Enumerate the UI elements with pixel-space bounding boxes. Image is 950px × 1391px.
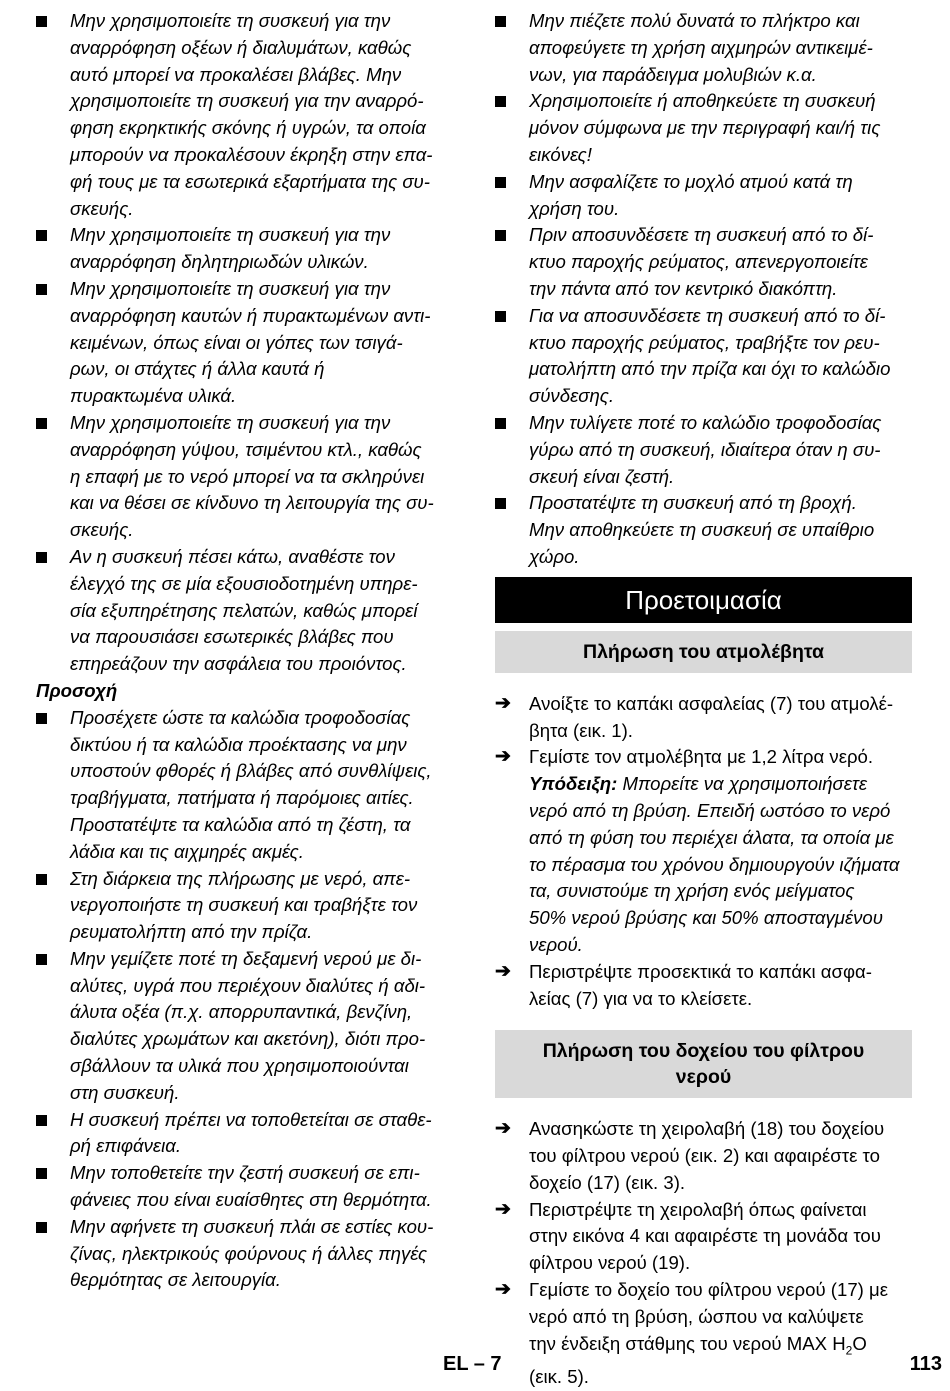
footer-page-number: 113 [909, 1353, 942, 1375]
arrow-right-icon: ➔ [495, 746, 511, 768]
square-bullet-icon [495, 311, 506, 322]
square-bullet-icon [36, 230, 47, 241]
safety-item: Προστατέψτε τη συσκευή από τη βροχή. Μην αποθηκεύετε τη συσκευή σε υπαίθριο χώρο. [495, 490, 912, 570]
safety-item: Πριν αποσυνδέσετε τη συσκευή από το δί- κτυο παροχής ρεύματος, απενεργοποιείτε την πάντα από τον κεντρικό διακόπτη. [495, 222, 912, 302]
square-bullet-icon [36, 713, 47, 724]
safety-item: Μην πιέζετε πολύ δυνατά το πλήκτρο και αποφεύγετε τη χρήση αιχμηρών αντικειμέ- νων, για παράδειγμα μολυβιών κ.α. [495, 8, 912, 88]
step-item: ➔ Γεμίστε το δοχείο του φίλτρου νερού (17) με νερό από τη βρύση, ώσπου να καλύψετε την ένδειξη στάθμης του νερού MAX $H_2O$ (εικ. 5). [495, 1279, 889, 1388]
caution-item: Στη διάρκεια της πλήρωσης με νερό, απε- νεργοποιήστε τη συσκευή και τραβήξτε τον ρευματολήπτη από την πρίζα. [36, 866, 456, 946]
safety-item: Μην χρησιμοποιείτε τη συσκευή για την αναρρόφηση δηλητηριωδών υλικών. [36, 222, 456, 276]
note [495, 771, 912, 959]
note-text: Μπορείτε να χρησιμοποιήσετε νερό από τη βρύση. Επειδή ωστόσο το νερό από τη φύση του περιέχει άλατα, τα οποία με το πέρασμα του χρόνου δημιουργούν ιζήματα τα, συνιστούμε τη χρήση ενός μείγματος 50% νερού βρύσης και 50% αποσταγμένου νερού. [529, 773, 900, 955]
square-bullet-icon [36, 954, 47, 965]
caution-heading: Προσοχή [36, 679, 118, 701]
safety-item: Για να αποσυνδέσετε τη συσκευή από το δί- κτυο παροχής ρεύματος, τραβήξτε τον ρευ- ματολήπτη από την πρίζα και όχι το καλώδιο σύνδεσης. [495, 303, 912, 410]
square-bullet-icon [36, 284, 47, 295]
square-bullet-icon [495, 16, 506, 27]
square-bullet-icon [495, 230, 506, 241]
square-bullet-icon [495, 418, 506, 429]
square-bullet-icon [495, 177, 506, 188]
square-bullet-icon [36, 418, 47, 429]
square-bullet-icon [36, 1115, 47, 1126]
square-bullet-icon [36, 1222, 47, 1233]
arrow-right-icon: ➔ [495, 960, 511, 982]
arrow-right-icon: ➔ [495, 1198, 511, 1220]
safety-item: Μην χρησιμοποιείτε τη συσκευή για την αναρρόφηση γύψου, τσιμέντου κτλ., καθώς η επαφή με το νερό μπορεί να τα σκληρύνει και να θέσει σε κίνδυνο τη λειτουργία της συ- σκευής. [36, 410, 456, 544]
right-column [495, 8, 912, 1391]
subsection-title: Πλήρωση του ατμολέβητα [495, 631, 912, 673]
subscript: 2 [845, 1343, 853, 1358]
subsection-title: Πλήρωση του δοχείου του φίλτρου νερού [495, 1030, 912, 1098]
caution-item: Προσέχετε ώστε τα καλώδια τροφοδοσίας δικτύου ή τα καλώδια προέκτασης να μην υποστούν φθορές ή βλάβες από συνθλίψεις, τραβήγματα, πατήματα ή παρόμοιες αιτίες. Προστατέψτε τα καλώδια από τη ζέστη, τα λάδια και τις αιχμηρές ακμές. [36, 705, 456, 866]
step-item: ➔ Ανοίξτε το καπάκι ασφαλείας (7) του ατμολέ- βητα (εικ. 1). [495, 692, 894, 741]
safety-item: Αν η συσκευή πέσει κάτω, αναθέστε τον έλεγχό της σε μία εξουσιοδοτημένη υπηρε- σία εξυπηρέτησης πελατών, καθώς μπορεί να παρουσιάσει εσωτερικές βλάβες που επηρεάζουν την ασφάλεια του προιόντος. [36, 544, 456, 678]
step-item: ➔ Γεμίστε τον ατμολέβητα με 1,2 λίτρα νερό. [495, 744, 912, 771]
safety-item: Μην χρησιμοποιείτε τη συσκευή για την αναρρόφηση οξέων ή διαλυμάτων, καθώς αυτό μπορεί να προκαλέσει βλάβες. Μην χρησιμοποιείτε τη συσκευή για την αναρρό- φηση εκρηκτικής σκόνης ή υγρών, τα οποία μπορούν να προκαλέσουν έκρηξη στην επα- φή τους με τα εσωτερικά εξαρτήματα της συ- σκευής. [36, 8, 456, 222]
caution-item: Μην αφήνετε τη συσκευή πλάι σε εστίες κου- ζίνας, ηλεκτρικούς φούρνους ή άλλες πηγές θερμότητας σε λειτουργία. [36, 1214, 456, 1294]
step-item: ➔ Περιστρέψτε προσεκτικά το καπάκι ασφα- λείας (7) για να το κλείσετε. [495, 960, 872, 1009]
step-item: ➔ Περιστρέψτε τη χειρολαβή όπως φαίνεται στην εικόνα 4 και αφαιρέστε τη μονάδα του φίλτρου νερού (19). [495, 1198, 881, 1274]
footer-language-page: EL – 7 [443, 1353, 502, 1375]
arrow-right-icon: ➔ [495, 1279, 511, 1301]
left-column [36, 8, 456, 1294]
caution-item: Μην τοποθετείτε την ζεστή συσκευή σε επι- φάνειες που είναι ευαίσθητες στη θερμότητα. [36, 1160, 456, 1214]
step-item: ➔ Ανασηκώστε τη χειρολαβή (18) του δοχείου του φίλτρου νερού (εικ. 2) και αφαιρέστε το δοχείο (17) (εικ. 3). [495, 1118, 885, 1193]
safety-item: Χρησιμοποιείτε ή αποθηκεύετε τη συσκευή μόνον σύμφωνα με την περιγραφή και/ή τις εικόνες! [495, 88, 912, 168]
caution-item: Η συσκευή πρέπει να τοποθετείται σε σταθε- ρή επιφάνεια. [36, 1107, 456, 1161]
safety-item: Μην ασφαλίζετε το μοχλό ατμού κατά τη χρήση του. [495, 169, 912, 223]
section-title: Προετοιμασία [495, 577, 912, 623]
arrow-right-icon: ➔ [495, 1118, 511, 1140]
square-bullet-icon [36, 874, 47, 885]
square-bullet-icon [36, 1168, 47, 1179]
square-bullet-icon [36, 16, 47, 27]
square-bullet-icon [36, 552, 47, 563]
square-bullet-icon [495, 96, 506, 107]
safety-item: Μην τυλίγετε ποτέ το καλώδιο τροφοδοσίας γύρω από τη συσκευή, ιδιαίτερα όταν η συ- σκευή είναι ζεστή. [495, 410, 912, 490]
arrow-right-icon: ➔ [495, 692, 511, 714]
safety-item: Μην χρησιμοποιείτε τη συσκευή για την αναρρόφηση καυτών ή πυρακτωμένων αντι- κειμένων, όπως είναι οι γόπες των τσιγά- ρων, οι στάχτες ή άλλα καυτά ή πυρακτωμένα υλικά. [36, 276, 456, 410]
square-bullet-icon [495, 498, 506, 509]
caution-item: Μην γεμίζετε ποτέ τη δεξαμενή νερού με δι- αλύτες, υγρά που περιέχουν διαλύτες ή αδι- άλυτα οξέα (π.χ. απορρυπαντικά, βενζίνη, διαλύτες χρωμάτων και ακετόνη), διότι προ- σβάλλουν τα υλικά που χρησιμοποιούνται στη συσκευή. [36, 946, 456, 1107]
note-label: Υπόδειξη: [529, 773, 618, 795]
